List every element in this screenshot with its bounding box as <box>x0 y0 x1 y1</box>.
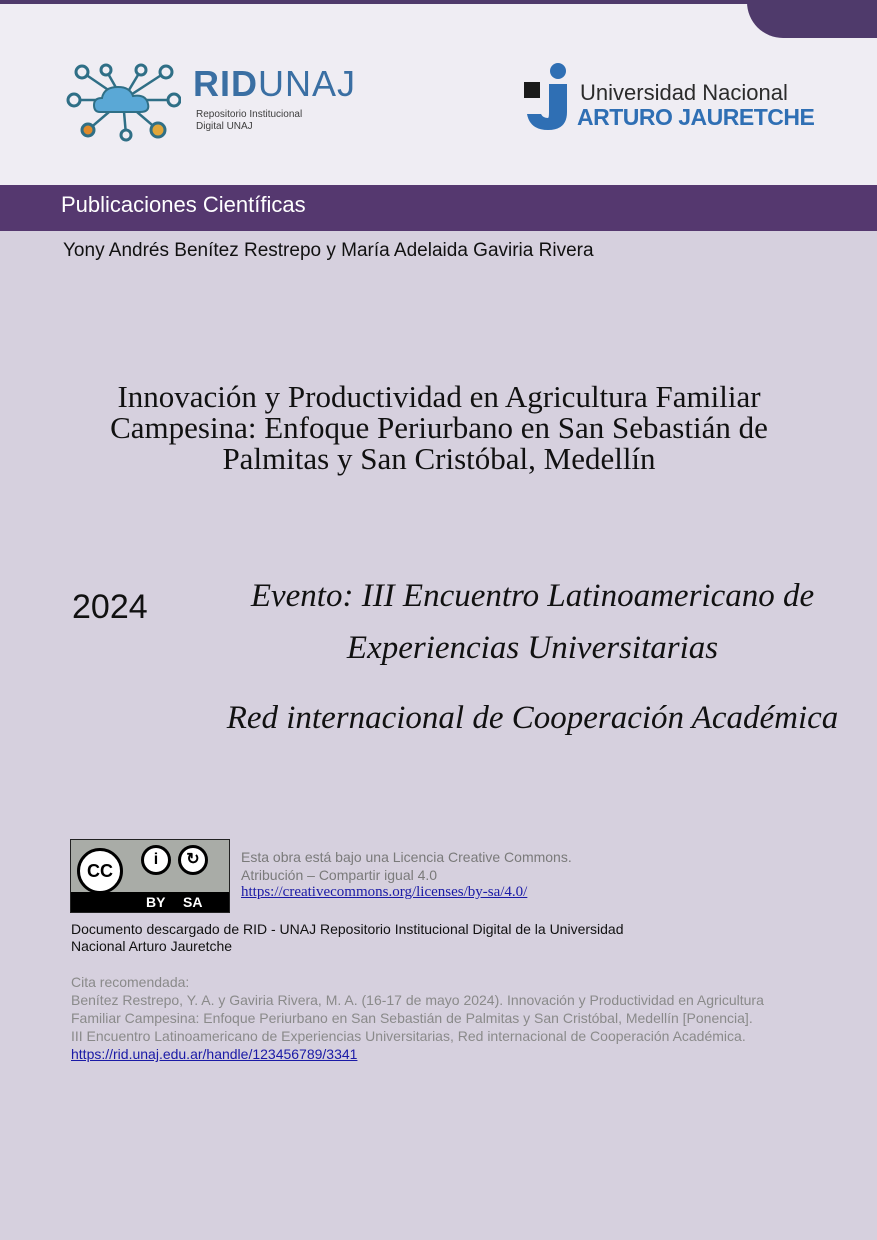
title-line1: Innovación y Productividad en Agricultura Familiar <box>117 379 761 414</box>
citation-link[interactable]: https://rid.unaj.edu.ar/handle/123456789/3341 <box>71 1046 358 1062</box>
title-line2: Campesina: Enfoque Periurbano en San Sebastián de <box>110 410 768 445</box>
license-line2: Atribución – Compartir igual 4.0 <box>241 867 438 883</box>
rid-wordmark-light: UNAJ <box>258 63 357 104</box>
title-line3: Palmitas y San Cristóbal, Medellín <box>222 441 656 476</box>
cc-sa-label: SA <box>183 894 203 910</box>
top-bar <box>0 0 877 4</box>
document-title <box>30 381 848 474</box>
download-notice-line1: Documento descargado de RID - UNAJ Repositorio Institucional Digital de la Universidad <box>71 921 624 937</box>
unaj-name-line1: Universidad Nacional <box>580 80 788 105</box>
citation-line1: Benítez Restrepo, Y. A. y Gaviria Rivera, M. A. (16-17 de mayo 2024). Innovación y Productividad en Agricultura <box>71 992 764 1008</box>
top-corner-tab <box>747 0 877 38</box>
event-line1: Evento: III Encuentro Latinoamericano de <box>250 578 815 614</box>
rid-wordmark-bold: RID <box>193 63 258 104</box>
citation-line2: Familiar Campesina: Enfoque Periurbano en San Sebastián de Palmitas y San Cristóbal, Medellín [Ponencia]. <box>71 1010 753 1026</box>
event-line2: Experiencias Universitarias <box>346 630 719 666</box>
share-alike-icon: ↻ <box>178 845 208 875</box>
section-label: Publicaciones Científicas <box>61 192 306 217</box>
download-notice-line2: Nacional Arturo Jauretche <box>71 938 233 954</box>
unaj-name-line2: ARTURO JAURETCHE <box>577 104 815 130</box>
cc-by-label: BY <box>146 894 166 910</box>
license-line1: Esta obra está bajo una Licencia Creative Commons. <box>241 849 572 865</box>
rid-subtitle <box>196 109 302 133</box>
rid-subtitle-line1: Repositorio Institucional <box>196 109 303 120</box>
publication-year: 2024 <box>72 588 148 626</box>
citation-line3: III Encuentro Latinoamericano de Experiencias Universitarias, Red internacional de Cooperación Académica. <box>71 1028 746 1044</box>
download-notice <box>71 921 671 955</box>
license-link[interactable]: https://creativecommons.org/licenses/by-sa/4.0/ <box>241 884 528 900</box>
cc-license-badge[interactable] <box>70 839 230 913</box>
unaj-j-mark-icon <box>524 62 572 132</box>
network-cloud-icon <box>66 60 181 145</box>
citation-heading: Cita recomendada: <box>71 974 190 990</box>
rid-unaj-wordmark <box>193 64 356 104</box>
event-line3: Red internacional de Cooperación Académica <box>226 700 839 736</box>
authors: Yony Andrés Benítez Restrepo y María Adelaida Gaviria Rivera <box>63 240 594 261</box>
rid-subtitle-line2: Digital UNAJ <box>196 121 253 132</box>
cc-icon: CC <box>77 848 123 894</box>
attribution-icon: i <box>141 845 171 875</box>
